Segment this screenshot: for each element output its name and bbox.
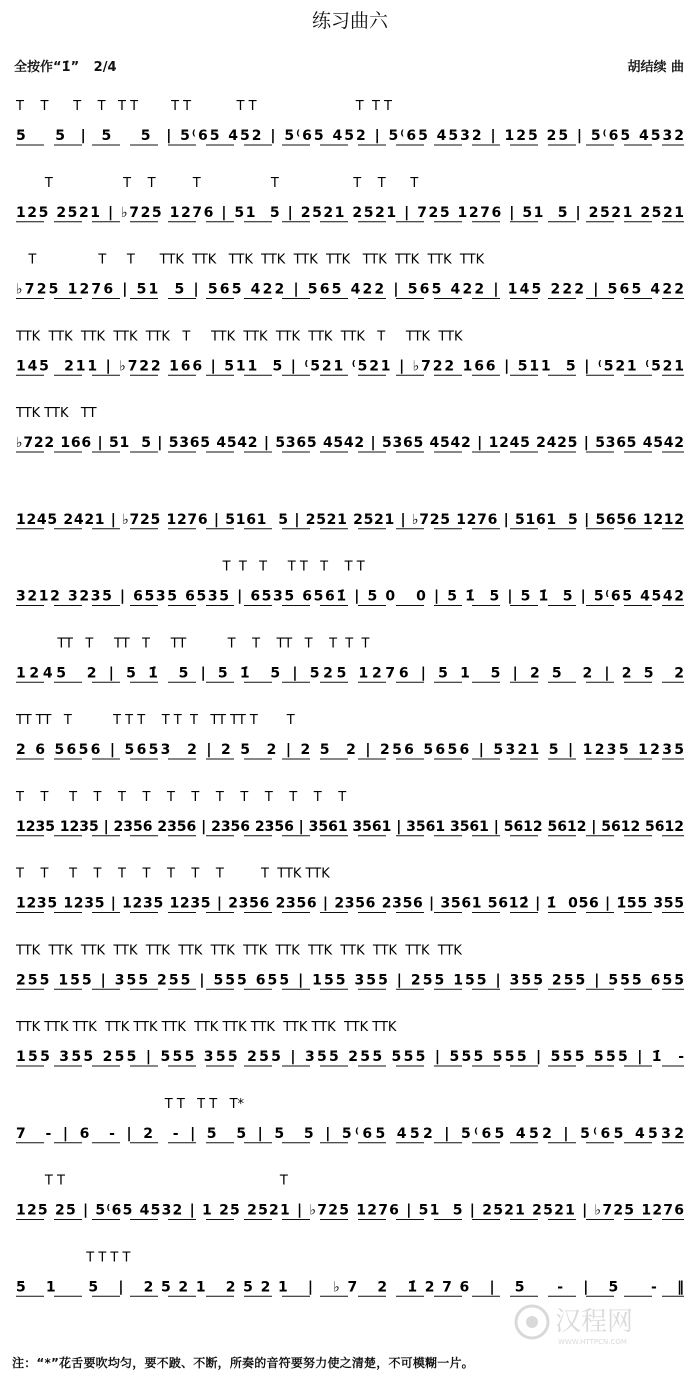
tonguing-marks: TTK TTK TTK TTK TTK TTK TTK TTK TTK TTK TTK TTK TTK TTK <box>16 943 462 959</box>
staff-line <box>15 99 684 145</box>
tonguing-marks: T T T T T* <box>16 1096 245 1112</box>
staff-line <box>16 176 684 222</box>
tonguing-marks: T T T T T T T T <box>16 175 419 191</box>
staff-line <box>15 943 684 989</box>
note-line: 5 5 | 5 5 | 5⁽65 452 | 5⁽65 452 | 5⁽65 4532 | 125 25 | 5⁽65 4532 <box>16 128 684 144</box>
note-line: 1245 2 | 5 1̇ 5 | 5 1̇ 5 | 525 1276 | 5 1 5 | 2 5 2 | 2 5 2 <box>16 665 684 682</box>
staff-line <box>15 790 684 836</box>
tonguing-marks: TTK TTK TTK TTK TTK T TTK TTK TTK TTK TTK T TTK TTK <box>16 329 463 345</box>
note-line: 1235 1235 | 1235 1235 | 2356 2356 | 2356 2356 | 3561 5612̇ | 1̇ 056 | 1̇55 355 <box>16 895 684 912</box>
score-body <box>0 88 700 1316</box>
tonguing-marks: TTK TTK TT <box>16 406 97 421</box>
composer: 胡结续 曲 <box>627 60 684 75</box>
staff-line <box>16 512 684 529</box>
staff-line <box>16 636 684 682</box>
staff-line <box>16 253 684 299</box>
note-line: 145 211 | ♭722 166 | 511 5 | ⁽521 ⁽521 | ♭722 166 | 511 5 | ⁽521 ⁽521 <box>16 358 684 375</box>
tonguing-marks: TT TT T T T T T T T TT TT T T <box>16 713 295 728</box>
tonguing-marks: TTK TTK TTK TTK TTK TTK TTK TTK TTK TTK TTK TTK TTK <box>16 1020 397 1035</box>
staff-line <box>16 560 684 606</box>
note-line: 125 2521 | ♭725 1276 | 51 5 | 2521 2521 | 725 1276 | 51 5 | 2521 2521 <box>16 204 684 221</box>
staff-line <box>16 1174 684 1220</box>
watermark-logo <box>510 1300 695 1348</box>
note-line: 125 25 | 5⁽65 4532 | 1 25 2521 | ♭725 1276 | 51 5 | 2521 2521 | ♭725 1276 <box>16 1202 684 1219</box>
tonguing-marks: TT T TT T TT T T TT T T T T <box>16 636 370 652</box>
tonguing-marks: T T T <box>16 1173 288 1189</box>
fingering-label: 全按作“1̇” <box>14 60 80 75</box>
note-line: 2 6 5656 | 5653 2 | 2 5 2 | 2 5 2 | 256 5656 | 5321 5 | 1235 1235 <box>16 742 684 758</box>
staff-line <box>15 867 684 913</box>
note-line: 1235 1235 | 2356 2356 | 2356 2356 | 3561 3561 | 3561 3561 | 5612 5612 | 5612 5612 <box>16 818 684 835</box>
staff-line <box>15 406 684 452</box>
annotation-note: 注：“*”花舌要吹均匀，要不跛、不断，所奏的音符要努力使之清楚，不可模糊一片。 <box>12 1356 474 1370</box>
tonguing-marks: T T T T T T T T T T T T T <box>16 99 392 114</box>
tonguing-marks: T T T T T T T T <box>16 559 365 575</box>
staff-line <box>16 1097 684 1143</box>
staff-line <box>15 329 684 375</box>
tempo-marking <box>14 56 117 75</box>
note-line: ♭722 166 | 51 5 | 5365 4542 | 5365 4542 | 5365 4542 | 1245 2425 | 5365 4542 <box>16 435 684 451</box>
tonguing-marks: T T T T T T T T T T TTK TTK <box>16 866 330 882</box>
staff-line <box>15 1020 684 1066</box>
note-line: 155 355 255 | 555 355 255 | 355 255 555 | 555 555 | 555 555 | 1̇ - <box>16 1049 684 1065</box>
note-line: 7 - | 6 - | 2 - | 5 5 | 5 5 | 5⁽65 452 | 5⁽65 452 | 5⁽65 4532 <box>16 1125 685 1142</box>
staff-line <box>15 713 684 759</box>
note-line: 5 1 5 | 2521 2521 | ♭7 2 1̇276 | 5 - | 5 - ‖ <box>16 1279 685 1296</box>
note-line: 3212 3235 | 6535 6535 | 6535 6561̇ | 5 0 0 | 5 1̇ 5 | 5 1̇ 5 | 5⁽65 4542 <box>16 588 684 605</box>
page-title: 练习曲六 <box>311 10 388 32</box>
note-line: 255 155 | 355 255 | 555 655 | 155 355 | 255 155 | 355 255 | 555 655 <box>16 972 684 989</box>
note-line: 1245 2421 | ♭725 1276 | 5161 5 | 2521 2521 | ♭725 1276 | 5161 5 | 5656 1212 <box>16 511 685 528</box>
tonguing-marks: T T T TTK TTK TTK TTK TTK TTK TTK TTK TTK TTK <box>16 252 485 268</box>
tonguing-marks: T T T T T T T T T T T T T T <box>16 789 347 805</box>
watermark-url: WWW.HTTPCN.COM <box>558 1338 627 1346</box>
tonguing-marks: T T T T <box>16 1250 131 1266</box>
staff-line <box>16 1250 684 1296</box>
watermark-brand: 汉程网 <box>555 1307 634 1337</box>
note-line: ♭725 1276 | 51 5 | 565 422 | 565 422 | 565 422 | 145 222 | 565 422 <box>16 281 685 298</box>
time-signature: 2/4 <box>93 60 117 75</box>
